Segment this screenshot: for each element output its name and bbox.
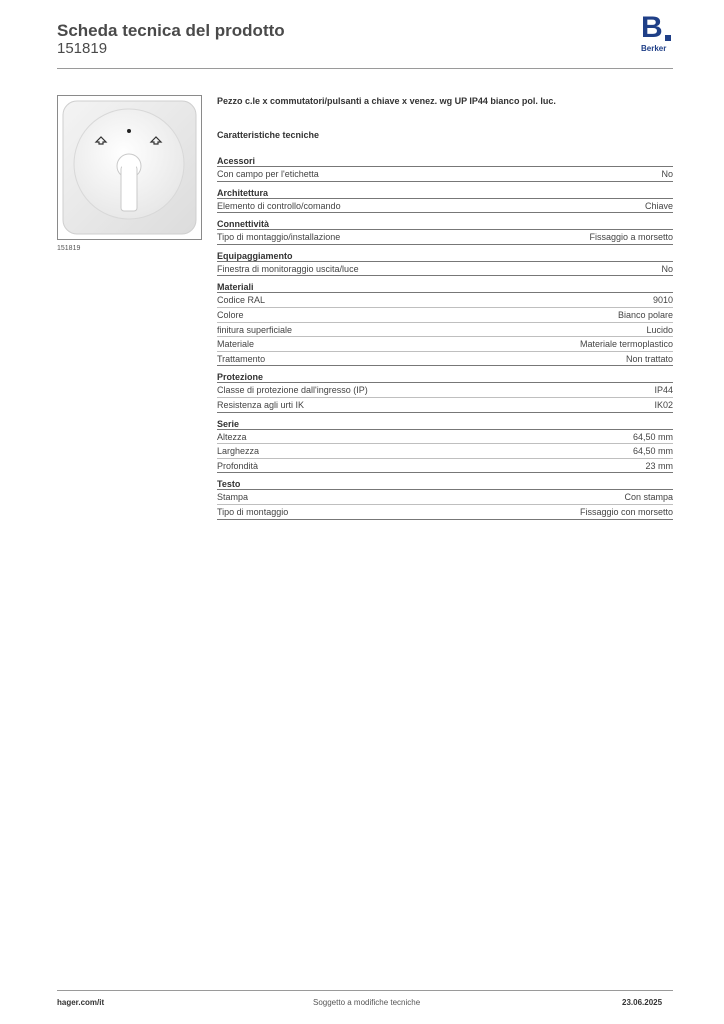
spec-label: Elemento di controllo/comando (217, 200, 341, 211)
footer-note: Soggetto a modifiche tecniche (313, 998, 421, 1007)
spec-row (217, 505, 673, 520)
logo-letter: B (641, 11, 663, 44)
spec-value: Non trattato (625, 353, 673, 364)
section-title: Testo (217, 478, 673, 490)
section-title: Architettura (217, 187, 673, 199)
spec-row (217, 430, 673, 445)
spec-label: Classe di protezione dall'ingresso (IP) (217, 385, 368, 396)
spec-section (217, 418, 673, 474)
spec-label: Tipo di montaggio (217, 506, 289, 517)
spec-label: Codice RAL (217, 295, 266, 306)
spec-label: Materiale (217, 339, 255, 350)
spec-label: Profondità (217, 460, 259, 471)
spec-row (217, 398, 673, 413)
spec-value: Con stampa (624, 492, 673, 503)
spec-label: Trattamento (217, 353, 266, 364)
product-name: Pezzo c.le x commutatori/pulsanti a chiave x venez. wg UP IP44 bianco pol. luc. (217, 96, 556, 106)
spec-section (217, 155, 673, 182)
spec-value: IP44 (654, 385, 673, 396)
keyhole-icon (117, 154, 141, 211)
spec-value: No (661, 263, 673, 274)
logo-brand-text: Berker (641, 44, 667, 53)
berker-logo (641, 11, 673, 54)
spec-label: Altezza (217, 431, 247, 442)
spec-section (217, 281, 673, 366)
spec-value: Materiale termoplastico (579, 339, 673, 350)
spec-label: Stampa (217, 492, 249, 503)
spec-label: Resistenza agli urti IK (217, 399, 305, 410)
image-caption: 151819 (57, 245, 81, 252)
spec-section (217, 187, 673, 214)
indicator-dot (127, 129, 131, 133)
spec-value: IK02 (654, 399, 673, 410)
spec-row (217, 323, 673, 338)
header-divider (57, 68, 673, 69)
spec-label: Colore (217, 309, 244, 320)
spec-row (217, 383, 673, 398)
spec-label: Larghezza (217, 446, 260, 457)
product-illustration (58, 96, 201, 239)
features-heading: Caratteristiche tecniche (217, 130, 320, 140)
section-title: Protezione (217, 371, 673, 383)
logo-dot (665, 35, 671, 41)
footer-date: 23.06.2025 (622, 998, 663, 1007)
spec-value: Bianco polare (617, 309, 673, 320)
spec-content (217, 96, 673, 520)
spec-row (217, 444, 673, 459)
spec-value: Lucido (646, 324, 673, 335)
spec-row (217, 337, 673, 352)
spec-row (217, 167, 673, 182)
spec-value: 64,50 mm (632, 431, 673, 442)
spec-label: Finestra di monitoraggio uscita/luce (217, 263, 359, 274)
section-title: Materiali (217, 281, 673, 293)
spec-sections (217, 155, 673, 520)
section-title: Serie (217, 418, 673, 430)
product-code: 151819 (57, 40, 108, 57)
spec-value: 23 mm (645, 460, 673, 471)
spec-label: Con campo per l'etichetta (217, 169, 319, 179)
section-title: Acessori (217, 155, 673, 167)
spec-value: Fissaggio a morsetto (589, 232, 673, 243)
spec-section (217, 478, 673, 519)
spec-row (217, 293, 673, 308)
spec-section (217, 218, 673, 245)
spec-row (217, 490, 673, 505)
footer-divider (57, 990, 673, 991)
spec-section (217, 371, 673, 412)
spec-value: 64,50 mm (632, 446, 673, 457)
page-title: Scheda tecnica del prodotto (57, 21, 285, 40)
product-image (57, 95, 202, 240)
website-link[interactable]: hager.com/it (57, 998, 105, 1007)
spec-value: Fissaggio con morsetto (579, 506, 673, 517)
section-title: Connettività (217, 218, 673, 230)
spec-value: No (661, 169, 673, 179)
spec-row (217, 308, 673, 323)
spec-label: finitura superficiale (217, 324, 293, 335)
spec-section (217, 250, 673, 277)
spec-row (217, 352, 673, 367)
spec-value: Chiave (644, 200, 673, 211)
spec-row (217, 230, 673, 245)
spec-row (217, 262, 673, 277)
spec-row (217, 459, 673, 474)
section-title: Equipaggiamento (217, 250, 673, 262)
spec-row (217, 199, 673, 214)
spec-label: Tipo di montaggio/installazione (217, 232, 341, 243)
spec-value: 9010 (652, 295, 673, 306)
